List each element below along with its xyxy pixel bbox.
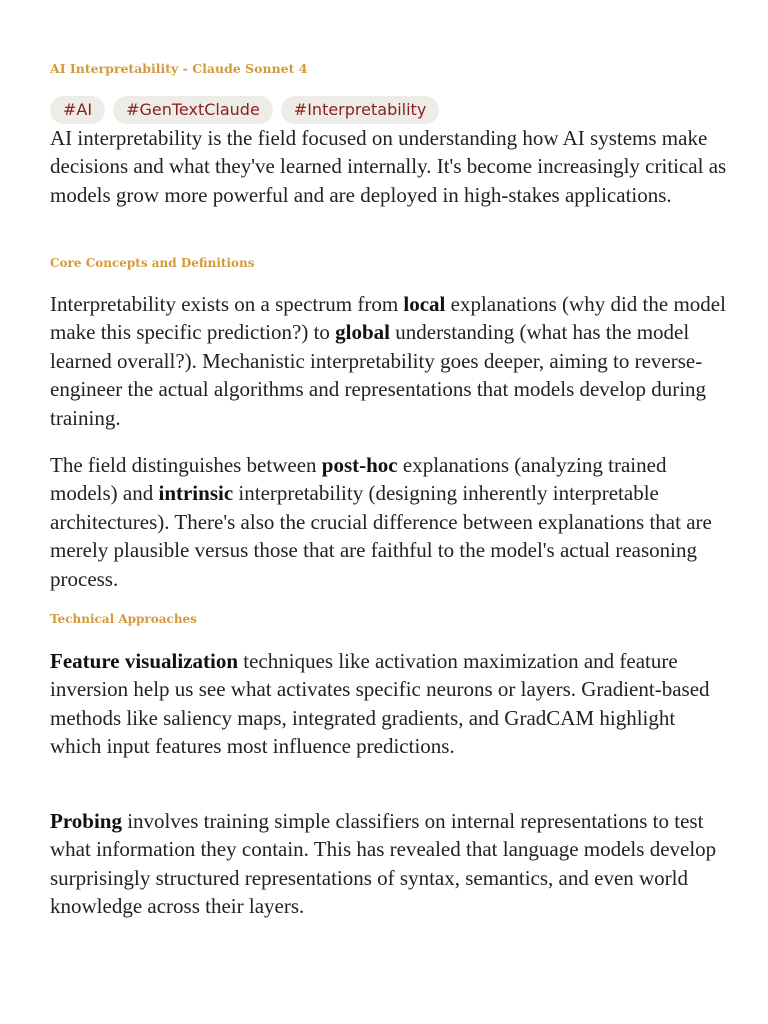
text-run: understanding (what has the model learned overall?). Mechanistic interpretability goes deeper, aiming to reverse-engineer the actual algorithms and representations that models develop during training.: [50, 320, 707, 430]
bold-term-global: global: [335, 320, 391, 345]
text-run: interpretability (designing inherently interpretable architectures). There's also the crucial difference between explanations that are merely plausible versus those that are faithful to the model's actual reasoning process.: [50, 481, 712, 591]
text-run: The field distinguishes between: [50, 453, 322, 477]
tag-list: [50, 96, 439, 124]
technical-paragraph-1: [50, 647, 730, 761]
tag-interpretability[interactable]: #Interpretability: [281, 96, 440, 124]
section-heading-core-concepts: Core Concepts and Definitions: [50, 256, 255, 270]
bold-term-intrinsic: intrinsic: [158, 481, 234, 506]
text-run: Interpretability exists on a spectrum from: [50, 292, 404, 316]
document-title: AI Interpretability - Claude Sonnet 4: [50, 61, 308, 76]
core-paragraph-2: [50, 451, 730, 593]
text-run: explanations (analyzing trained models) and: [50, 453, 667, 506]
text-run: involves training simple classifiers on internal representations to test what information they contain. This has revealed that language models develop surprisingly structured representations of syntax, semantics, and even world knowledge across their layers.: [50, 809, 717, 919]
bold-term-probing: Probing: [50, 809, 122, 833]
core-paragraph-1: [50, 290, 730, 432]
technical-paragraph-2: [50, 807, 730, 921]
bold-term-local: local: [403, 292, 446, 316]
text-run: techniques like activation maximization and feature inversion help us see what activates specific neurons or layers. Gradient-based methods like saliency maps, integrated gradients, and GradCAM highlight which input features most influence predictions.: [50, 649, 710, 759]
bold-term-post-hoc: post-hoc: [321, 453, 398, 477]
section-heading-technical-approaches: Technical Approaches: [50, 612, 197, 626]
tag-ai[interactable]: #AI: [50, 96, 105, 124]
tag-gentextclaude[interactable]: #GenTextClaude: [113, 96, 273, 124]
intro-paragraph: AI interpretability is the field focused on understanding how AI systems make decisions and what they've learned internally. It's become increasingly critical as models grow more powerful and are deployed in high-stakes applications.: [50, 126, 727, 207]
bold-term-feature-visualization: Feature visualization: [50, 649, 239, 673]
text-run: explanations (why did the model make this specific prediction?) to: [50, 292, 726, 345]
